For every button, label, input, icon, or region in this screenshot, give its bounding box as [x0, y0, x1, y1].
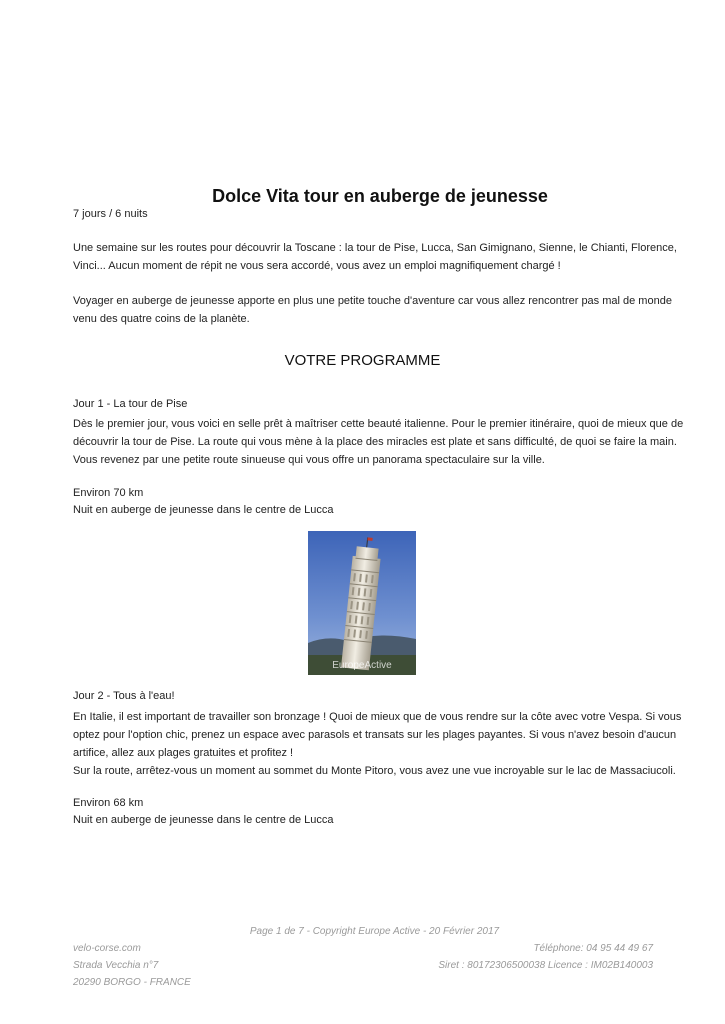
document-title: Dolce Vita tour en auberge de jeunesse [212, 186, 548, 206]
footer-contact-block [438, 940, 653, 974]
day-1-heading: Jour 1 - La tour de Pise [73, 398, 188, 410]
day-1-line-3: Vous revenez par une petite route sinueuse qui vous offre un panorama spectaculaire sur la ville. [73, 454, 545, 466]
day-2-description [73, 708, 685, 780]
trip-duration: 7 jours / 6 nuits [73, 208, 148, 220]
intro-2-line-1: Voyager en auberge de jeunesse apporte en plus une petite touche d'aventure car vous allez rencontrer pas mal de monde [73, 295, 672, 307]
photo-watermark: EuropeActive [332, 660, 392, 671]
footer-street: Strada Vecchia n°7 [73, 960, 159, 971]
day-1-line-1: Dès le premier jour, vous voici en selle prêt à maîtriser cette beauté italienne. Pour le premier itinéraire, quoi de mieux que de [73, 418, 684, 430]
footer-address-block [73, 940, 191, 991]
intro-2-line-2: venu des quatre coins de la planète. [73, 313, 250, 325]
day-1-line-2: découvrir la tour de Pise. La route qui vous mène à la place des miracles est plate et sans difficulté, de quoi se faire la main. [73, 436, 677, 448]
footer-city: 20290 BORGO - FRANCE [73, 977, 191, 988]
day-2-distance: Environ 68 km [73, 797, 144, 809]
intro-1-line-1: Une semaine sur les routes pour découvrir la Toscane : la tour de Pise, Lucca, San Gimignano, Sienne, le Chianti, Florence, [73, 242, 677, 254]
intro-paragraph-1 [73, 239, 685, 275]
day-1-description [73, 415, 685, 469]
footer-phone: Téléphone: 04 95 44 49 67 [533, 943, 653, 954]
day-2-lodging: Nuit en auberge de jeunesse dans le centre de Lucca [73, 814, 334, 826]
day-1-distance: Environ 70 km [73, 487, 144, 499]
footer-website[interactable]: velo-corse.com [73, 943, 141, 954]
program-heading: VOTRE PROGRAMME [284, 352, 441, 369]
day-2-line-3: artifice, allez aux plages gratuites et profitez ! [73, 747, 294, 759]
day-2-line-1: En Italie, il est important de travailler son bronzage ! Quoi de mieux que de vous rendre sur la côte avec votre Vespa. Si vous [73, 711, 682, 723]
intro-1-line-2: Vinci... Aucun moment de répit ne vous sera accordé, vous avez un emploi magnifiquement chargé ! [73, 260, 561, 272]
day-2-line-2: optez pour l'option chic, prenez un espace avec parasols et transats sur les plages payantes. Si vous n'avez besoin d'aucun [73, 729, 677, 741]
day-2-heading: Jour 2 - Tous à l'eau! [73, 690, 175, 702]
footer-page-info: Page 1 de 7 - Copyright Europe Active - 20 Février 2017 [249, 926, 500, 937]
day-1-lodging: Nuit en auberge de jeunesse dans le centre de Lucca [73, 504, 334, 516]
intro-paragraph-2 [73, 292, 685, 328]
day-2-line-4: Sur la route, arrêtez-vous un moment au sommet du Monte Pitoro, vous avez une vue incroyable sur le lac de Massaciucoli. [73, 765, 676, 777]
footer-legal: Siret : 80172306500038 Licence : IM02B140003 [438, 960, 653, 971]
leaning-tower-photo [308, 531, 416, 675]
